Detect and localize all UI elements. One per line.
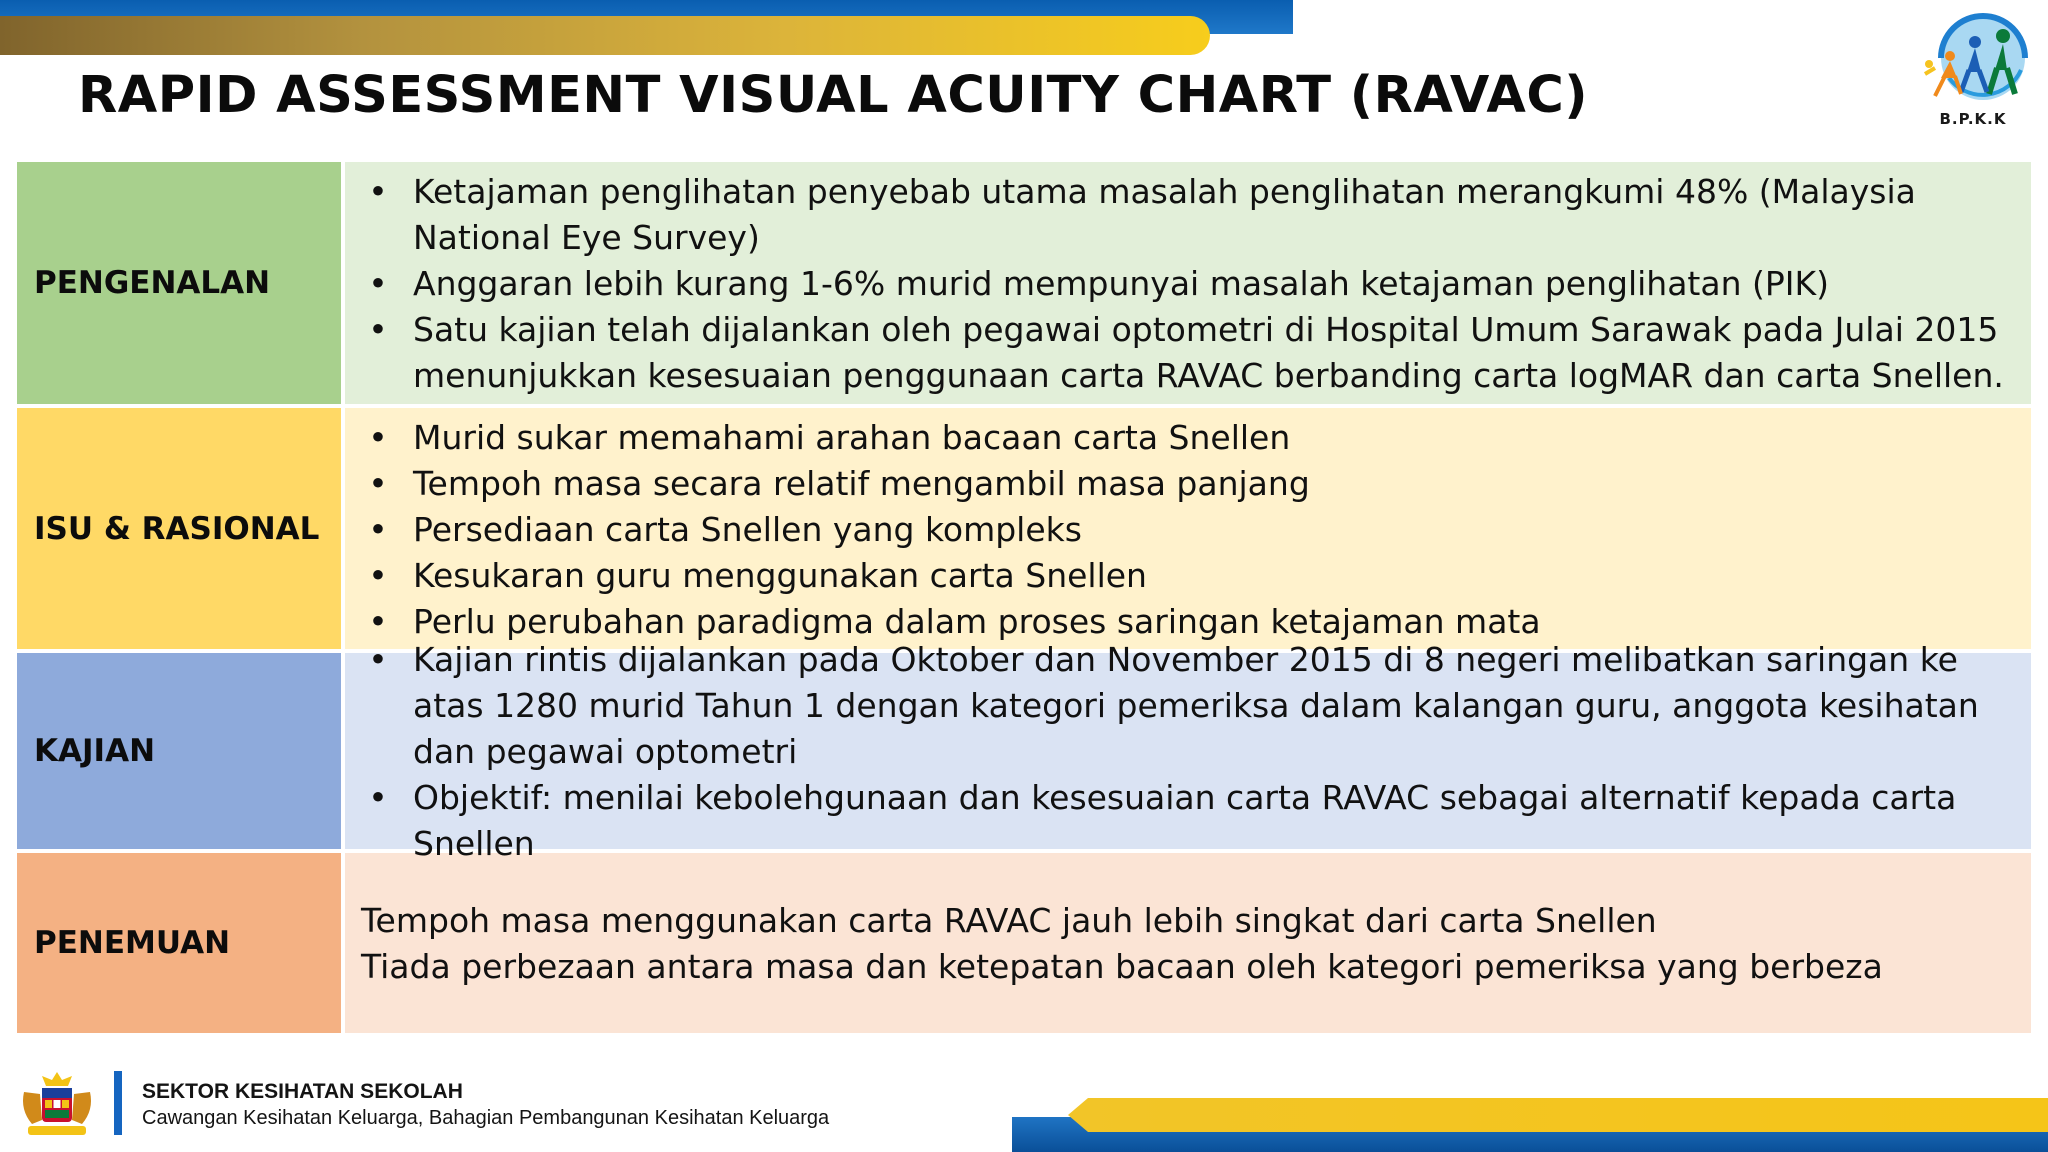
bottom-banner-gold-stripe <box>1068 1098 2048 1132</box>
section-row-isu-rasional <box>17 408 2031 653</box>
list-item: • Objektif: menilai kebolehgunaan dan kesesuaian carta RAVAC sebagai alternatif kepada carta Snellen <box>363 775 2017 867</box>
section-label: ISU & RASIONAL <box>17 408 345 649</box>
section-label: PENGENALAN <box>17 162 345 404</box>
section-content <box>345 408 2031 649</box>
malaysia-coat-of-arms-icon <box>14 1070 100 1140</box>
list-item: • Perlu perubahan paradigma dalam proses saringan ketajaman mata <box>363 599 2017 645</box>
section-row-penemuan <box>17 853 2031 1033</box>
section-content <box>345 853 2031 1033</box>
footer-accent-bar <box>114 1071 122 1135</box>
finding-line: Tempoh masa menggunakan carta RAVAC jauh lebih singkat dari carta Snellen <box>361 901 1657 940</box>
bullet-icon: • <box>368 601 388 641</box>
section-content <box>345 640 2031 863</box>
list-item: • Kesukaran guru menggunakan carta Snellen <box>363 553 2017 599</box>
list-item: • Kajian rintis dijalankan pada Oktober dan November 2015 di 8 negeri melibatkan saringan ke atas 1280 murid Tahun 1 dengan kategori pemeriksa dalam kalangan guru, anggota kesihatan dan pegawai optometri <box>363 637 2017 775</box>
bullet-icon: • <box>368 463 388 503</box>
bullet-icon: • <box>368 509 388 549</box>
list-item: • Anggaran lebih kurang 1-6% murid mempunyai masalah ketajaman penglihatan (PIK) <box>363 261 2017 307</box>
bullet-icon: • <box>368 264 388 303</box>
logo-text: B.P.K.K <box>1939 110 2007 128</box>
top-banner-gold-stripe <box>0 16 1210 55</box>
page-title: RAPID ASSESSMENT VISUAL ACUITY CHART (RAVAC) <box>78 66 1589 125</box>
section-label: PENEMUAN <box>17 853 345 1033</box>
bullet-icon: • <box>368 172 388 211</box>
list-item: • Murid sukar memahami arahan bacaan carta Snellen <box>363 415 2017 461</box>
list-item: • Persediaan carta Snellen yang kompleks <box>363 507 2017 553</box>
bullet-icon: • <box>368 417 388 457</box>
bullet-icon: • <box>368 310 388 349</box>
list-item: • Tempoh masa secara relatif mengambil masa panjang <box>363 461 2017 507</box>
list-item: • Ketajaman penglihatan penyebab utama masalah penglihatan merangkumi 48% (Malaysia National Eye Survey) <box>363 169 2017 261</box>
bullet-icon: • <box>368 555 388 595</box>
section-label: KAJIAN <box>17 653 345 849</box>
section-row-pengenalan <box>17 162 2031 408</box>
bullet-icon: • <box>368 778 388 817</box>
footer-subtitle: Cawangan Kesihatan Keluarga, Bahagian Pembangunan Kesihatan Keluarga <box>142 1107 830 1129</box>
bullet-icon: • <box>368 640 388 679</box>
footer-title: SEKTOR KESIHATAN SEKOLAH <box>142 1080 463 1103</box>
section-row-kajian <box>17 640 2031 863</box>
finding-line: Tiada perbezaan antara masa dan ketepatan bacaan oleh kategori pemeriksa yang berbeza <box>361 947 1883 986</box>
info-table <box>17 162 2031 1033</box>
section-content <box>345 162 2031 404</box>
list-item: • Satu kajian telah dijalankan oleh pegawai optometri di Hospital Umum Sarawak pada Julai 2015 menunjukkan kesesuaian penggunaan carta RAVAC berbanding carta logMAR dan carta Snellen. <box>363 307 2017 399</box>
